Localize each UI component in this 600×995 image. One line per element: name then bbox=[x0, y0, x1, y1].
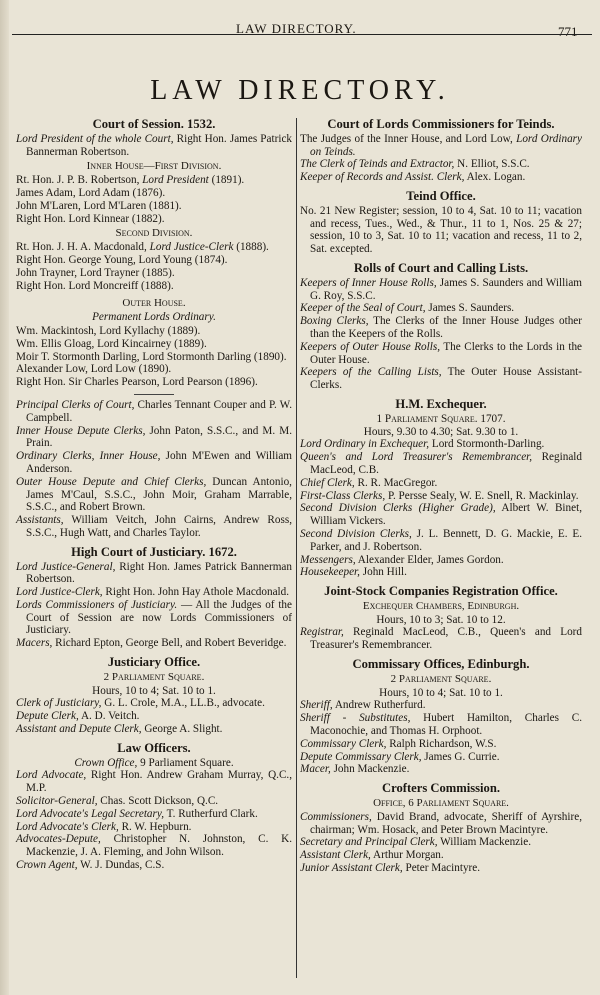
list-item: Ordinary Clerks, Inner House, John M'Ewen and William Anderson. bbox=[16, 450, 292, 475]
list-item: First-Class Clerks, P. Persse Sealy, W. E. Snell, R. Mackinlay. bbox=[300, 489, 579, 502]
list-item: John Trayner, Lord Trayner (1885). bbox=[16, 266, 175, 279]
right-column bbox=[300, 118, 582, 875]
list-item: Secretary and Principal Clerk, William Mackenzie. bbox=[300, 836, 532, 849]
crown-office-address: Crown Office, 9 Parliament Square. bbox=[74, 756, 234, 769]
list-item: Registrar, Reginald MacLeod, C.B., Queen's and Lord Treasurer's Remembrancer. bbox=[300, 626, 582, 652]
list-item: Junior Assistant Clerk, Peter Macintyre. bbox=[300, 862, 481, 875]
list-item: Macers, Richard Epton, George Bell, and Robert Beveridge. bbox=[16, 637, 287, 650]
section-rule bbox=[134, 394, 174, 395]
list-item: Lords Commissioners of Justiciary. — All the Judges of the Court of Session are now Lords Commissioners of Justiciary. bbox=[16, 598, 292, 637]
list-item: Assistant Clerk, Arthur Morgan. bbox=[300, 849, 444, 862]
inner-house-heading: Inner House—First Division. bbox=[86, 160, 222, 173]
list-item: Lord Advocate's Legal Secretary, T. Rutherfurd Clark. bbox=[16, 807, 258, 820]
binding-edge bbox=[0, 0, 9, 995]
justiciary-office-heading: Justiciary Office. bbox=[107, 655, 201, 670]
list-item: Assistant and Depute Clerk, George A. Slight. bbox=[16, 723, 223, 736]
list-item: Right Hon. Lord Kinnear (1882). bbox=[16, 212, 165, 225]
permanent-lords-heading: Permanent Lords Ordinary. bbox=[92, 311, 216, 324]
list-item: Right Hon. Lord Moncreiff (1888). bbox=[16, 279, 174, 292]
law-officers-list bbox=[16, 769, 292, 871]
list-item: Outer House Depute and Chief Clerks, Duncan Antonio, James M'Caul, S.S.C., John Moir, Graham Marrable, S.S.C., and Robert Brown. bbox=[16, 475, 292, 514]
clerks-list bbox=[16, 399, 292, 540]
list-item: Queen's and Lord Treasurer's Remembrancer, Reginald MacLeod, C.B. bbox=[300, 451, 582, 476]
second-division-list bbox=[16, 241, 292, 292]
list-item: Clerk of Justiciary, G. L. Crole, M.A., LL.B., advocate. bbox=[16, 697, 265, 710]
list-item: The Judges of the Inner House, and Lord Low, Lord Ordinary on Teinds. bbox=[300, 132, 582, 158]
list-item: Keeper of the Seal of Court, James S. Saunders. bbox=[300, 302, 515, 315]
list-item: Alexander Low, Lord Low (1890). bbox=[16, 363, 172, 376]
column-divider bbox=[296, 118, 297, 978]
list-item: Advocates-Depute, Christopher N. Johnston, C. K. Mackenzie, J. A. Fleming, and John Wilson. bbox=[16, 833, 292, 859]
list-item: Solicitor-General, Chas. Scott Dickson, Q.C. bbox=[16, 795, 219, 808]
justiciary-hours: Hours, 10 to 4; Sat. 10 to 1. bbox=[92, 684, 216, 697]
list-item: Second Division Clerks (Higher Grade), Albert W. Binet, William Vickers. bbox=[300, 502, 582, 528]
list-item: Principal Clerks of Court, Charles Tennant Couper and P. W. Campbell. bbox=[16, 398, 292, 424]
outer-house-heading: Outer House. bbox=[122, 297, 186, 310]
rolls-heading: Rolls of Court and Calling Lists. bbox=[353, 260, 529, 275]
commissary-hours: Hours, 10 to 4; Sat. 10 to 1. bbox=[379, 686, 503, 699]
exchequer-list bbox=[300, 438, 582, 579]
list-item: Lord Justice-General, Right Hon. James Patrick Bannerman Robertson. bbox=[16, 560, 292, 586]
list-item: Keepers of the Calling Lists, The Outer House Assistant-Clerks. bbox=[300, 366, 582, 392]
list-item: The Clerk of Teinds and Extractor, N. Elliot, S.S.C. bbox=[300, 158, 530, 171]
list-item: Macer, John Mackenzie. bbox=[300, 763, 410, 776]
running-head bbox=[0, 6, 600, 39]
list-item: Rt. Hon. J. P. B. Robertson, Lord President (1891). bbox=[16, 174, 245, 187]
running-head-title: LAW DIRECTORY. bbox=[236, 21, 357, 36]
left-column bbox=[16, 118, 292, 872]
joint-stock-address: Exchequer Chambers, Edinburgh. bbox=[362, 599, 520, 612]
list-item: Right Hon. Sir Charles Pearson, Lord Pearson (1896). bbox=[16, 376, 258, 389]
exchequer-hours: Hours, 9.30 to 4.30; Sat. 9.30 to 1. bbox=[363, 425, 519, 438]
lord-president-entry: Lord President of the whole Court, Right Hon. James Patrick Bannerman Robertson. bbox=[16, 132, 293, 158]
list-item: Crown Agent, W. J. Dundas, C.S. bbox=[16, 859, 165, 872]
page-title: LAW DIRECTORY. bbox=[150, 75, 450, 106]
list-item: Right Hon. George Young, Lord Young (1874). bbox=[16, 253, 228, 266]
teind-office-text: No. 21 New Register; session, 10 to 4, Sat. 10 to 11; vacation and recess, Tues., Wed., & Thur., 11 to 1, Nos. 25 & 27; session, 10 to 3, Sat. 10 to 11; vacation and recess, 11 to 2, Sat. excepted. bbox=[300, 204, 582, 256]
list-item: Housekeeper, John Hill. bbox=[300, 566, 407, 579]
list-item: Assistants, William Veitch, John Cairns, Andrew Ross, S.S.C., Hugh Watt, and Charles Taylor. bbox=[16, 514, 292, 539]
list-item: Keeper of Records and Assist. Clerk, Alex. Logan. bbox=[300, 171, 526, 184]
list-item: Lord Ordinary in Exchequer, Lord Stormonth-Darling. bbox=[300, 438, 545, 451]
list-item: Lord Advocate's Clerk, R. W. Hepburn. bbox=[16, 820, 192, 833]
joint-stock-heading: Joint-Stock Companies Registration Office. bbox=[324, 584, 558, 599]
commissary-address: 2 Parliament Square. bbox=[390, 672, 492, 685]
teinds-heading: Court of Lords Commissioners for Teinds. bbox=[327, 117, 555, 131]
list-item: Depute Clerk, A. D. Veitch. bbox=[16, 710, 140, 723]
list-item: Second Division Clerks, J. L. Bennett, D. G. Mackie, E. E. Parker, and J. Robertson. bbox=[300, 527, 583, 553]
list-item: Sheriff - Substitutes, Hubert Hamilton, Charles C. Maconochie, and Thomas H. Orphoot. bbox=[300, 712, 582, 738]
justiciary-list bbox=[16, 697, 292, 735]
list-item: Sheriff, Andrew Rutherfurd. bbox=[300, 699, 426, 712]
joint-stock-hours: Hours, 10 to 3; Sat. 10 to 12. bbox=[376, 613, 506, 626]
list-item: Keepers of Outer House Rolls, The Clerks to the Lords in the Outer House. bbox=[300, 340, 582, 366]
rolls-list bbox=[300, 277, 582, 392]
teind-office-heading: Teind Office. bbox=[406, 188, 476, 203]
list-item: John M'Laren, Lord M'Laren (1881). bbox=[16, 199, 182, 212]
page-number: 771 bbox=[558, 24, 578, 39]
header-rule bbox=[12, 34, 592, 35]
crofters-address: Office, 6 Parliament Square. bbox=[373, 797, 509, 810]
court-of-session-heading: Court of Session. 1532. bbox=[92, 117, 216, 131]
list-item: Moir T. Stormonth Darling, Lord Stormonth Darling (1890). bbox=[16, 350, 287, 363]
crofters-list bbox=[300, 811, 582, 875]
exchequer-heading: H.M. Exchequer. bbox=[395, 396, 487, 411]
list-item: Commissioners, David Brand, advocate, Sheriff of Ayrshire, chairman; Wm. Hosack, and Peter Brown Macintyre. bbox=[300, 810, 582, 836]
list-item: Wm. Mackintosh, Lord Kyllachy (1889). bbox=[16, 324, 201, 337]
commissary-heading: Commissary Offices, Edinburgh. bbox=[352, 657, 530, 672]
list-item: Boxing Clerks, The Clerks of the Inner House Judges other than the Keepers of the Rolls. bbox=[300, 315, 582, 340]
high-court-list bbox=[16, 561, 292, 651]
list-item: Lord Justice-Clerk, Right Hon. John Hay Athole Macdonald. bbox=[16, 586, 290, 599]
list-item: Chief Clerk, R. R. MacGregor. bbox=[300, 476, 438, 489]
outer-house-list bbox=[16, 325, 292, 389]
list-item: Inner House Depute Clerks, John Paton, S.S.C., and M. M. Prain. bbox=[16, 424, 292, 450]
list-item: Wm. Ellis Gloag, Lord Kincairney (1889). bbox=[16, 337, 207, 350]
justiciary-address: 2 Parliament Square. bbox=[103, 670, 205, 683]
high-court-heading: High Court of Justiciary. 1672. bbox=[71, 544, 237, 559]
exchequer-address: 1 Parliament Square. 1707. bbox=[376, 412, 506, 425]
teinds-list bbox=[300, 133, 582, 184]
list-item: Depute Commissary Clerk, James G. Currie. bbox=[300, 750, 500, 763]
law-officers-heading: Law Officers. bbox=[117, 740, 191, 755]
list-item: Messengers, Alexander Elder, James Gordon. bbox=[300, 553, 504, 566]
list-item: James Adam, Lord Adam (1876). bbox=[16, 186, 166, 199]
commissary-list bbox=[300, 699, 582, 776]
list-item: Commissary Clerk, Ralph Richardson, W.S. bbox=[300, 737, 497, 750]
list-item: Rt. Hon. J. H. A. Macdonald, Lord Justice-Clerk (1888). bbox=[16, 241, 269, 254]
crofters-heading: Crofters Commission. bbox=[382, 781, 500, 796]
list-item: Lord Advocate, Right Hon. Andrew Graham Murray, Q.C., M.P. bbox=[16, 769, 293, 795]
second-division-heading: Second Division. bbox=[115, 227, 193, 240]
first-division-list bbox=[16, 174, 292, 225]
list-item: Keepers of Inner House Rolls, James S. Saunders and William G. Roy, S.S.C. bbox=[300, 276, 582, 302]
